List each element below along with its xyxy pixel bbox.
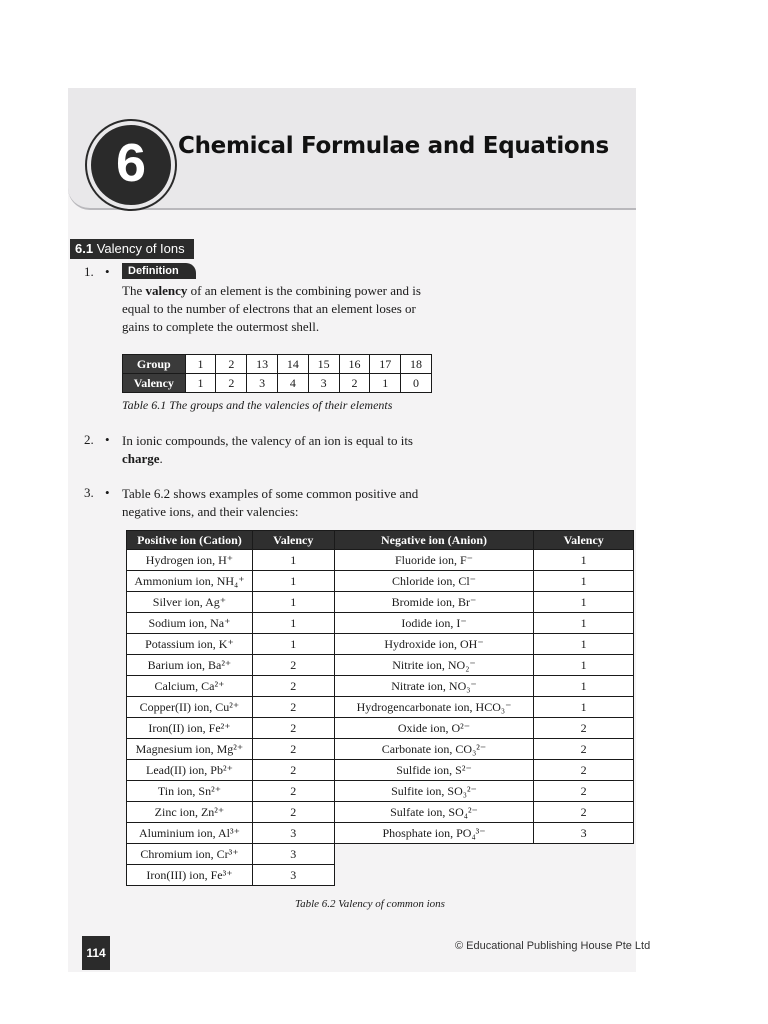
anion-name-cell: Carbonate ion, CO₃²⁻ [334,739,534,760]
row-label: Valency [123,374,186,393]
table-row [127,844,634,865]
item-2-text [122,432,432,468]
anion-valency-cell: 2 [534,760,634,781]
item-2-marker [84,432,110,448]
bold-term: valency [145,283,188,298]
cation-name-cell: Zinc ion, Zn²⁺ [127,802,253,823]
table-row [127,760,634,781]
cation-valency-cell: 2 [252,655,334,676]
column-header: Negative ion (Anion) [334,531,534,550]
valency-cell: 4 [277,374,308,393]
group-cell: 16 [339,355,370,374]
cation-name-cell: Barium ion, Ba²⁺ [127,655,253,676]
cation-valency-cell: 3 [252,823,334,844]
anion-valency-cell: 1 [534,676,634,697]
cation-valency-cell: 2 [252,760,334,781]
anion-name-cell: Iodide ion, I⁻ [334,613,534,634]
group-cell: 17 [370,355,401,374]
cation-name-cell: Iron(III) ion, Fe³⁺ [127,865,253,886]
anion-name-cell: Sulfite ion, SO₃²⁻ [334,781,534,802]
cation-valency-cell: 2 [252,697,334,718]
table-row [127,634,634,655]
text-run: Table 6.2 shows examples of some common positive and negative ions, and their valencies: [122,486,419,519]
anion-name-cell: Bromide ion, Br⁻ [334,592,534,613]
valency-cell: 3 [308,374,339,393]
group-cell: 1 [185,355,216,374]
bullet: • [105,432,110,447]
anion-valency-cell: 2 [534,718,634,739]
item-3-marker [84,485,110,501]
bullet: • [105,485,110,500]
valency-cell: 0 [401,374,432,393]
anion-name-cell: Chloride ion, Cl⁻ [334,571,534,592]
definition-text [122,282,440,336]
item-number: 2. [84,432,94,447]
column-header: Valency [252,531,334,550]
group-cell: 15 [308,355,339,374]
empty-cell [334,865,534,886]
valency-cell: 2 [339,374,370,393]
item-3-text [122,485,432,521]
item-number: 1. [84,264,94,279]
group-cell: 13 [247,355,278,374]
table-row [127,550,634,571]
anion-name-cell: Nitrite ion, NO₂⁻ [334,655,534,676]
anion-name-cell: Fluoride ion, F⁻ [334,550,534,571]
empty-cell [534,844,634,865]
valency-cell: 3 [247,374,278,393]
table-row [127,718,634,739]
cation-valency-cell: 1 [252,571,334,592]
cation-name-cell: Lead(II) ion, Pb²⁺ [127,760,253,781]
row-label: Group [123,355,186,374]
table-row [127,823,634,844]
table-row-valency [123,374,432,393]
bold-term: charge [122,451,160,466]
column-header: Valency [534,531,634,550]
cation-valency-cell: 2 [252,802,334,823]
anion-valency-cell: 3 [534,823,634,844]
cation-name-cell: Copper(II) ion, Cu²⁺ [127,697,253,718]
cation-name-cell: Aluminium ion, Al³⁺ [127,823,253,844]
definition-tag: Definition [122,263,196,279]
cation-valency-cell: 1 [252,592,334,613]
anion-name-cell: Sulfate ion, SO₄²⁻ [334,802,534,823]
chapter-number: 6 [115,133,147,193]
anion-valency-cell: 1 [534,571,634,592]
anion-name-cell: Hydrogencarbonate ion, HCO₃⁻ [334,697,534,718]
anion-name-cell: Nitrate ion, NO₃⁻ [334,676,534,697]
table-row [127,739,634,760]
groups-valency-table [122,354,432,393]
table-row [127,781,634,802]
table-body [127,550,634,886]
cation-name-cell: Tin ion, Sn²⁺ [127,781,253,802]
ion-valency-table [126,530,634,886]
chapter-title: Chemical Formulae and Equations [178,133,609,159]
cation-valency-cell: 1 [252,550,334,571]
anion-valency-cell: 1 [534,697,634,718]
text-run: of an element is the combining power and is equal to the number of electrons that an element loses or gains to complete the outermost shell. [122,283,421,334]
anion-valency-cell: 2 [534,802,634,823]
column-header: Positive ion (Cation) [127,531,253,550]
cation-name-cell: Iron(II) ion, Fe²⁺ [127,718,253,739]
text-run: The [122,283,146,298]
cation-name-cell: Potassium ion, K⁺ [127,634,253,655]
valency-cell: 1 [370,374,401,393]
table-row-group [123,355,432,374]
table-row [127,865,634,886]
table-header-row [127,531,634,550]
group-cell: 2 [216,355,247,374]
empty-cell [534,865,634,886]
cation-valency-cell: 1 [252,613,334,634]
cation-valency-cell: 3 [252,865,334,886]
section-title: Valency of Ions [96,241,185,256]
cation-valency-cell: 1 [252,634,334,655]
anion-valency-cell: 1 [534,613,634,634]
anion-name-cell: Phosphate ion, PO₄³⁻ [334,823,534,844]
anion-valency-cell: 1 [534,634,634,655]
cation-valency-cell: 2 [252,739,334,760]
anion-valency-cell: 2 [534,739,634,760]
anion-valency-cell: 1 [534,655,634,676]
table-row [127,676,634,697]
table-row [127,571,634,592]
cation-valency-cell: 2 [252,781,334,802]
anion-name-cell: Hydroxide ion, OH⁻ [334,634,534,655]
anion-valency-cell: 1 [534,550,634,571]
item-number: 3. [84,485,94,500]
group-cell: 18 [401,355,432,374]
cation-valency-cell: 2 [252,676,334,697]
anion-valency-cell: 2 [534,781,634,802]
anion-name-cell: Sulfide ion, S²⁻ [334,760,534,781]
cation-name-cell: Calcium, Ca²⁺ [127,676,253,697]
table-row [127,592,634,613]
group-cell: 14 [277,355,308,374]
cation-name-cell: Magnesium ion, Mg²⁺ [127,739,253,760]
cation-name-cell: Silver ion, Ag⁺ [127,592,253,613]
anion-name-cell: Oxide ion, O²⁻ [334,718,534,739]
table-6-2-caption: Table 6.2 Valency of common ions [295,898,445,910]
cation-name-cell: Ammonium ion, NH₄⁺ [127,571,253,592]
table-row [127,655,634,676]
cation-name-cell: Sodium ion, Na⁺ [127,613,253,634]
valency-cell: 1 [185,374,216,393]
bullet: • [105,264,110,279]
cation-name-cell: Chromium ion, Cr³⁺ [127,844,253,865]
table-6-1-caption: Table 6.1 The groups and the valencies of their elements [122,398,393,412]
section-heading [70,239,194,259]
text-run: In ionic compounds, the valency of an ion is equal to its [122,433,413,448]
table-row [127,697,634,718]
cation-valency-cell: 2 [252,718,334,739]
empty-cell [334,844,534,865]
table-row [127,613,634,634]
item-1-marker [84,264,110,280]
cation-valency-cell: 3 [252,844,334,865]
table-row [127,802,634,823]
section-number: 6.1 [75,241,94,256]
publisher-credit: © Educational Publishing House Pte Ltd [455,940,651,952]
page-number: 114 [82,936,110,970]
anion-valency-cell: 1 [534,592,634,613]
text-run: . [159,451,163,466]
valency-cell: 2 [216,374,247,393]
cation-name-cell: Hydrogen ion, H⁺ [127,550,253,571]
